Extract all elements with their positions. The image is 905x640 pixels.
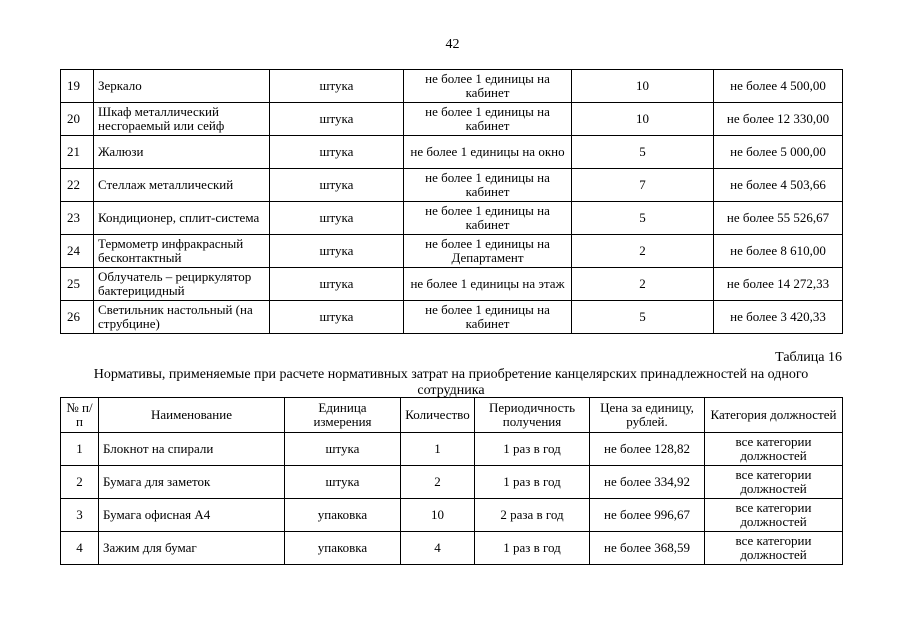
cell-unit: штука — [270, 301, 404, 334]
cell-unit: штука — [270, 70, 404, 103]
cell-unit: упаковка — [285, 499, 401, 532]
cell-norm: не более 1 единицы на этаж — [404, 268, 572, 301]
page-number: 42 — [445, 37, 460, 52]
cell-qty: 5 — [572, 301, 714, 334]
header-cell: Единица измерения — [285, 398, 401, 433]
cell-name: Термометр инфракрасный бесконтактный — [94, 235, 270, 268]
header-cell: № п/п — [61, 398, 99, 433]
cell-price: не более 14 272,33 — [714, 268, 843, 301]
cell-qty: 4 — [401, 532, 475, 565]
cell-norm: не более 1 единицы на кабинет — [404, 70, 572, 103]
cell-norm: не более 1 единицы на Департамент — [404, 235, 572, 268]
cell-unit: штука — [270, 169, 404, 202]
cell-category: все категории должностей — [705, 433, 843, 466]
cell-price: не более 5 000,00 — [714, 136, 843, 169]
cell-unit: штука — [270, 235, 404, 268]
cell-num: 4 — [61, 532, 99, 565]
cell-num: 1 — [61, 433, 99, 466]
cell-num: 25 — [61, 268, 94, 301]
cell-price: не более 334,92 — [590, 466, 705, 499]
table-row — [61, 301, 843, 334]
cell-price: не более 12 330,00 — [714, 103, 843, 136]
table-row — [61, 169, 843, 202]
cell-price: не более 128,82 — [590, 433, 705, 466]
table-row — [61, 499, 843, 532]
table-row — [61, 466, 843, 499]
cell-norm: не более 1 единицы на кабинет — [404, 202, 572, 235]
cell-name: Стеллаж металлический — [94, 169, 270, 202]
cell-name: Зеркало — [94, 70, 270, 103]
cell-price: не более 3 420,33 — [714, 301, 843, 334]
header-cell: Периодичность получения — [475, 398, 590, 433]
table-row — [61, 202, 843, 235]
table-title: Нормативы, применяемые при расчете нормативных затрат на приобретение канцелярских принадлежностей на одного сотрудника — [93, 367, 809, 398]
header-cell: Наименование — [99, 398, 285, 433]
table-row — [61, 235, 843, 268]
cell-qty: 10 — [401, 499, 475, 532]
cell-num: 3 — [61, 499, 99, 532]
cell-norm: не более 1 единицы на кабинет — [404, 103, 572, 136]
table-row — [61, 268, 843, 301]
cell-num: 23 — [61, 202, 94, 235]
cell-name: Облучатель – рециркулятор бактерицидный — [94, 268, 270, 301]
cell-period: 1 раз в год — [475, 466, 590, 499]
cell-unit: штука — [270, 103, 404, 136]
cell-price: не более 368,59 — [590, 532, 705, 565]
cell-category: все категории должностей — [705, 532, 843, 565]
table-row — [61, 70, 843, 103]
cell-norm: не более 1 единицы на кабинет — [404, 301, 572, 334]
table-label: Таблица 16 — [775, 350, 842, 365]
cell-num: 21 — [61, 136, 94, 169]
cell-category: все категории должностей — [705, 466, 843, 499]
cell-norm: не более 1 единицы на кабинет — [404, 169, 572, 202]
cell-num: 24 — [61, 235, 94, 268]
table-row — [61, 532, 843, 565]
cell-norm: не более 1 единицы на окно — [404, 136, 572, 169]
cell-price: не более 8 610,00 — [714, 235, 843, 268]
cell-price: не более 4 503,66 — [714, 169, 843, 202]
table-row — [61, 103, 843, 136]
cell-name: Бумага для заметок — [99, 466, 285, 499]
stationery-norms-table — [60, 397, 843, 565]
furniture-norms-table — [60, 69, 843, 334]
table-row — [61, 433, 843, 466]
cell-name: Бумага офисная А4 — [99, 499, 285, 532]
cell-period: 1 раз в год — [475, 532, 590, 565]
cell-unit: штука — [270, 268, 404, 301]
cell-name: Шкаф металлический несгораемый или сейф — [94, 103, 270, 136]
cell-qty: 7 — [572, 169, 714, 202]
cell-qty: 2 — [401, 466, 475, 499]
header-cell: Цена за единицу, рублей. — [590, 398, 705, 433]
cell-name: Кондиционер, сплит-система — [94, 202, 270, 235]
cell-unit: упаковка — [285, 532, 401, 565]
cell-period: 2 раза в год — [475, 499, 590, 532]
cell-price: не более 55 526,67 — [714, 202, 843, 235]
cell-qty: 2 — [572, 268, 714, 301]
cell-period: 1 раз в год — [475, 433, 590, 466]
cell-unit: штука — [270, 202, 404, 235]
cell-qty: 10 — [572, 103, 714, 136]
cell-num: 26 — [61, 301, 94, 334]
cell-qty: 2 — [572, 235, 714, 268]
cell-price: не более 4 500,00 — [714, 70, 843, 103]
header-cell: Категория должностей — [705, 398, 843, 433]
cell-num: 2 — [61, 466, 99, 499]
cell-num: 19 — [61, 70, 94, 103]
cell-qty: 5 — [572, 202, 714, 235]
table-row — [61, 136, 843, 169]
cell-num: 22 — [61, 169, 94, 202]
cell-unit: штука — [285, 466, 401, 499]
cell-name: Зажим для бумаг — [99, 532, 285, 565]
cell-qty: 5 — [572, 136, 714, 169]
cell-unit: штука — [285, 433, 401, 466]
cell-name: Светильник настольный (на струбцине) — [94, 301, 270, 334]
header-cell: Количество — [401, 398, 475, 433]
cell-unit: штука — [270, 136, 404, 169]
cell-num: 20 — [61, 103, 94, 136]
table-header-row — [61, 398, 843, 433]
cell-qty: 1 — [401, 433, 475, 466]
cell-category: все категории должностей — [705, 499, 843, 532]
cell-price: не более 996,67 — [590, 499, 705, 532]
cell-qty: 10 — [572, 70, 714, 103]
cell-name: Жалюзи — [94, 136, 270, 169]
cell-name: Блокнот на спирали — [99, 433, 285, 466]
